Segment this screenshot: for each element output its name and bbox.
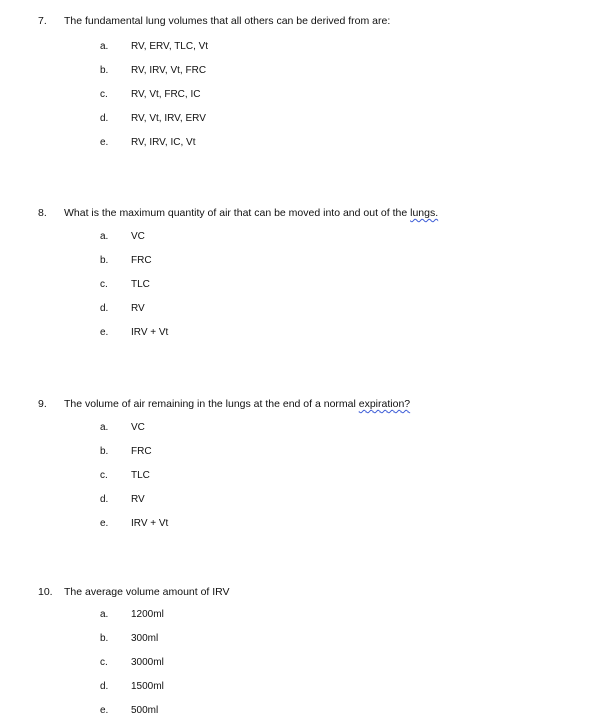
question-text: The fundamental lung volumes that all others can be derived from are: xyxy=(64,15,391,27)
answer-option-b xyxy=(0,252,607,270)
question-text xyxy=(64,204,438,222)
option-letter: d. xyxy=(100,681,109,692)
option-text: 1500ml xyxy=(131,681,164,692)
option-letter: c. xyxy=(100,279,108,290)
option-letter: e. xyxy=(100,518,109,529)
question-number: 7. xyxy=(38,15,47,27)
option-letter: b. xyxy=(100,446,109,457)
option-text: FRC xyxy=(131,446,152,457)
option-letter: a. xyxy=(100,422,109,433)
option-text: 3000ml xyxy=(131,657,164,668)
question-text xyxy=(64,395,410,413)
option-text: 500ml xyxy=(131,705,159,716)
spellcheck-flagged-word: expiration? xyxy=(358,398,411,410)
option-letter: e. xyxy=(100,327,109,338)
option-letter: c. xyxy=(100,470,108,481)
option-text: 1200ml xyxy=(131,609,164,620)
answer-option-b xyxy=(0,443,607,461)
answer-option-e xyxy=(0,324,607,342)
question-text: The average volume amount of IRV xyxy=(64,586,230,598)
option-letter: d. xyxy=(100,303,109,314)
option-letter: b. xyxy=(100,255,109,266)
option-text: RV, ERV, TLC, Vt xyxy=(131,41,209,52)
option-letter: a. xyxy=(100,609,109,620)
option-letter: d. xyxy=(100,494,109,505)
answer-option-b xyxy=(0,630,607,648)
option-text: RV, Vt, IRV, ERV xyxy=(131,113,206,124)
answer-option-a xyxy=(0,606,607,624)
option-letter: e. xyxy=(100,137,109,148)
question-number: 9. xyxy=(38,398,47,410)
answer-option-a xyxy=(0,419,607,437)
answer-option-d xyxy=(0,678,607,696)
answer-option-e xyxy=(0,134,607,152)
option-letter: a. xyxy=(100,41,109,52)
answer-option-d xyxy=(0,491,607,509)
option-text: FRC xyxy=(131,255,152,266)
option-letter: b. xyxy=(100,65,109,76)
option-letter: e. xyxy=(100,705,109,716)
option-text: VC xyxy=(131,422,145,433)
answer-option-c xyxy=(0,276,607,294)
answer-option-a xyxy=(0,228,607,246)
answer-option-c xyxy=(0,654,607,672)
option-letter: c. xyxy=(100,89,108,100)
answer-option-c xyxy=(0,86,607,104)
question-stem xyxy=(0,395,607,413)
answer-option-b xyxy=(0,62,607,80)
option-text: RV, IRV, IC, Vt xyxy=(131,137,196,148)
answer-option-a xyxy=(0,38,607,56)
question-stem xyxy=(0,204,607,222)
answer-option-d xyxy=(0,300,607,318)
option-text: TLC xyxy=(131,470,150,481)
question-stem xyxy=(0,12,607,30)
answer-option-c xyxy=(0,467,607,485)
question-stem xyxy=(0,583,607,601)
question-number: 8. xyxy=(38,207,47,219)
option-text: RV xyxy=(131,303,145,314)
option-text: RV xyxy=(131,494,145,505)
option-letter: a. xyxy=(100,231,109,242)
spellcheck-flagged-word: lungs. xyxy=(410,207,439,219)
option-text: 300ml xyxy=(131,633,159,644)
option-text: RV, Vt, FRC, IC xyxy=(131,89,201,100)
option-text: TLC xyxy=(131,279,150,290)
question-text-main: The volume of air remaining in the lungs at the end of a normal xyxy=(64,398,359,410)
option-text: VC xyxy=(131,231,145,242)
option-text: RV, IRV, Vt, FRC xyxy=(131,65,207,76)
answer-option-d xyxy=(0,110,607,128)
option-letter: c. xyxy=(100,657,108,668)
option-letter: b. xyxy=(100,633,109,644)
option-text: IRV + Vt xyxy=(131,327,169,338)
question-number: 10. xyxy=(38,586,53,598)
answer-option-e xyxy=(0,702,607,720)
answer-option-e xyxy=(0,515,607,533)
question-text-main: What is the maximum quantity of air that can be moved into and out of the xyxy=(64,207,411,219)
option-text: IRV + Vt xyxy=(131,518,169,529)
option-letter: d. xyxy=(100,113,109,124)
